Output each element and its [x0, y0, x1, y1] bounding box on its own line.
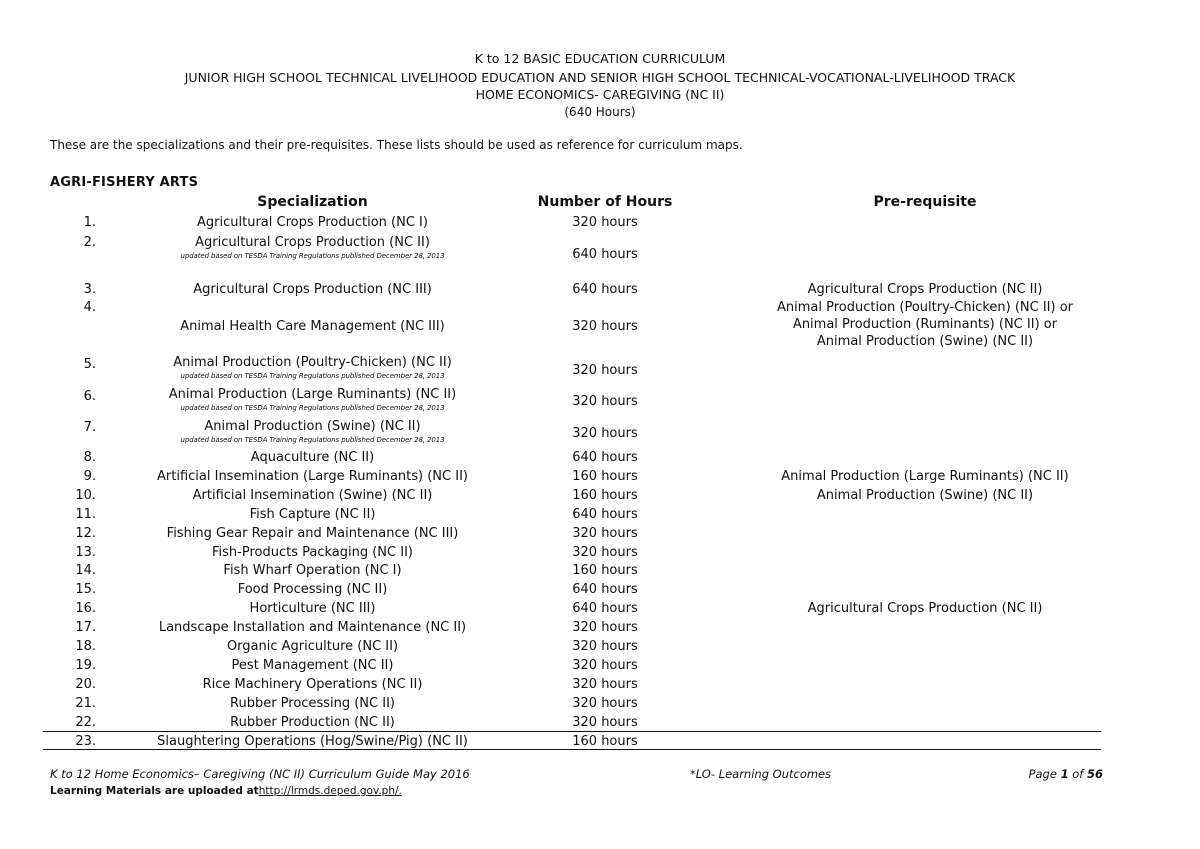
row-number: 6. [83, 389, 96, 404]
prerequisite-line: Animal Production (Ruminants) (NC II) or [792, 317, 1058, 332]
prerequisite-cell [745, 487, 1105, 504]
hours-cell: 320 hours [572, 676, 638, 692]
hours-cell: 640 hours [572, 601, 638, 617]
specialization-name: Rice Machinery Operations (NC II) [202, 676, 423, 692]
specialization-name: Animal Production (Large Ruminants) (NC II) [168, 387, 457, 402]
specialization-name: Agricultural Crops Production (NC II) [195, 235, 430, 250]
specialization-cell [140, 281, 485, 298]
footer-learning-materials: Learning Materials are uploaded athttp://lrmds.deped.gov.ph/. [50, 785, 402, 797]
total-hours: (640 Hours) [564, 105, 636, 119]
specialization-cell [140, 487, 485, 504]
specialization-cell [140, 695, 485, 712]
prerequisite-line: Animal Production (Poultry-Chicken) (NC II) or [776, 300, 1074, 315]
specialization-name: Food Processing (NC II) [237, 582, 388, 598]
prerequisite-line: Animal Production (Large Ruminants) (NC II) [781, 468, 1069, 484]
hours-cell: 320 hours [572, 714, 638, 730]
specialization-cell [140, 506, 485, 523]
row-number: 16. [75, 601, 96, 617]
specialization-name: Landscape Installation and Maintenance (NC II) [158, 620, 467, 636]
specialization-cell [140, 714, 485, 731]
specialization-cell [140, 676, 485, 693]
prerequisite-line: Animal Production (Swine) (NC II) [816, 487, 1034, 503]
specialization-name: Artificial Insemination (Large Ruminants) (NC II) [157, 468, 468, 484]
specialization-cell [140, 234, 485, 261]
hours-cell: 320 hours [572, 620, 638, 636]
hours-cell: 320 hours [572, 363, 638, 378]
table-divider-bottom [43, 749, 1101, 750]
hours-cell: 640 hours [572, 582, 638, 598]
hours-cell: 160 hours [572, 563, 638, 579]
specialization-name: Horticulture (NC III) [249, 601, 376, 617]
hours-cell: 160 hours [572, 733, 638, 749]
prerequisite-cell [745, 299, 1105, 350]
row-number: 4. [83, 300, 96, 315]
row-number: 15. [75, 582, 96, 598]
hours-cell: 640 hours [572, 247, 638, 262]
hours-cell: 320 hours [572, 426, 638, 441]
specialization-name: Rubber Production (NC II) [230, 714, 395, 730]
row-number: 3. [83, 282, 96, 297]
hours-cell: 320 hours [572, 695, 638, 711]
column-header-hours: Number of Hours [537, 194, 673, 210]
specialization-name: Slaughtering Operations (Hog/Swine/Pig) (NC II) [157, 733, 468, 749]
row-number: 20. [75, 676, 96, 692]
column-header-prerequisite: Pre-requisite [873, 194, 977, 210]
prerequisite-cell [745, 600, 1105, 617]
specialization-cell [140, 468, 485, 485]
specialization-name: Fishing Gear Repair and Maintenance (NC III) [166, 525, 459, 541]
specialization-name: Fish Capture (NC II) [249, 506, 376, 522]
intro-text: These are the specializations and their pre-requisites. These lists should be used as reference for curriculum maps. [50, 138, 743, 152]
table-divider-top [43, 731, 1101, 732]
specialization-cell [140, 619, 485, 636]
row-number: 7. [83, 420, 96, 435]
hours-cell: 640 hours [572, 506, 638, 522]
lrmds-link[interactable]: http://lrmds.deped.gov.ph/. [258, 785, 402, 797]
row-number: 18. [75, 639, 96, 654]
hours-cell: 160 hours [572, 487, 638, 503]
footer-guide-title: K to 12 Home Economics– Caregiving (NC II) Curriculum Guide May 2016 [50, 767, 470, 781]
hours-cell: 320 hours [572, 657, 638, 673]
specialization-cell [140, 418, 485, 445]
specialization-name: Fish Wharf Operation (NC I) [223, 563, 402, 579]
specialization-name: Artificial Insemination (Swine) (NC II) [192, 487, 433, 503]
hours-cell: 640 hours [572, 282, 638, 297]
row-number: 14. [75, 563, 96, 579]
specialization-cell [140, 562, 485, 579]
specialization-cell [140, 733, 485, 750]
hours-cell: 160 hours [572, 468, 638, 484]
prerequisite-line: Animal Production (Swine) (NC II) [816, 334, 1034, 349]
hours-cell: 320 hours [572, 319, 638, 334]
row-number: 5. [83, 357, 96, 372]
specialization-cell [140, 386, 485, 413]
tesda-update-note: updated based on TESDA Training Regulations published December 28, 2013 [180, 372, 445, 380]
row-number: 2. [83, 235, 96, 250]
specialization-name: Aquaculture (NC II) [250, 450, 375, 465]
specialization-cell [140, 449, 485, 466]
prerequisite-line: Agricultural Crops Production (NC II) [807, 601, 1043, 617]
tesda-update-note: updated based on TESDA Training Regulations published December 28, 2013 [180, 252, 445, 260]
row-number: 17. [75, 620, 96, 636]
specialization-cell [140, 525, 485, 542]
specialization-name: Organic Agriculture (NC II) [226, 639, 399, 654]
specialization-name: Animal Health Care Management (NC III) [180, 319, 445, 334]
row-number: 11. [75, 506, 96, 522]
prerequisite-line: Agricultural Crops Production (NC II) [807, 282, 1043, 297]
row-number: 1. [83, 215, 96, 230]
specialization-name: Animal Production (Poultry-Chicken) (NC II) [173, 355, 452, 370]
hours-cell: 320 hours [572, 525, 638, 541]
tesda-update-note: updated based on TESDA Training Regulations published December 28, 2013 [180, 404, 445, 412]
hours-cell: 320 hours [572, 639, 638, 654]
specialization-name: Rubber Processing (NC II) [230, 695, 395, 711]
column-header-specialization: Specialization [257, 194, 368, 210]
tesda-update-note: updated based on TESDA Training Regulations published December 28, 2013 [180, 436, 445, 444]
row-number: 21. [75, 695, 96, 711]
row-number: 13. [75, 544, 96, 560]
row-number: 8. [83, 450, 96, 465]
row-number: 9. [83, 468, 96, 484]
footer-lo-note: *LO- Learning Outcomes [690, 767, 832, 781]
specialization-cell [140, 214, 485, 231]
row-number: 23. [75, 733, 96, 749]
track-title: JUNIOR HIGH SCHOOL TECHNICAL LIVELIHOOD EDUCATION AND SENIOR HIGH SCHOOL TECHNICAL-VOCATIONAL-LIVELIHOOD TRACK [184, 70, 1016, 85]
row-number: 22. [75, 714, 96, 730]
specialization-cell [140, 318, 485, 335]
hours-cell: 640 hours [572, 450, 638, 465]
subject-title: HOME ECONOMICS- CAREGIVING (NC II) [475, 87, 725, 102]
hours-cell: 320 hours [572, 215, 638, 230]
specialization-name: Fish-Products Packaging (NC II) [212, 544, 413, 560]
hours-cell: 320 hours [572, 394, 638, 409]
specialization-cell [140, 581, 485, 598]
row-number: 19. [75, 657, 96, 673]
prerequisite-cell [745, 281, 1105, 298]
specialization-name: Agricultural Crops Production (NC I) [197, 215, 428, 230]
specialization-name: Pest Management (NC II) [231, 657, 394, 673]
specialization-cell [140, 600, 485, 617]
specialization-cell [140, 544, 485, 561]
row-number: 12. [75, 525, 96, 541]
hours-cell: 320 hours [572, 544, 638, 560]
specialization-cell [140, 657, 485, 674]
curriculum-title: K to 12 BASIC EDUCATION CURRICULUM [474, 51, 726, 66]
footer-page-number: Page 1 of 56 [1028, 767, 1103, 781]
specialization-name: Agricultural Crops Production (NC III) [193, 282, 432, 297]
specialization-name: Animal Production (Swine) (NC II) [204, 419, 421, 434]
row-number: 10. [75, 487, 96, 503]
prerequisite-cell [745, 468, 1105, 485]
section-heading: AGRI-FISHERY ARTS [50, 175, 199, 190]
specialization-cell [140, 354, 485, 381]
specialization-cell [140, 638, 485, 655]
